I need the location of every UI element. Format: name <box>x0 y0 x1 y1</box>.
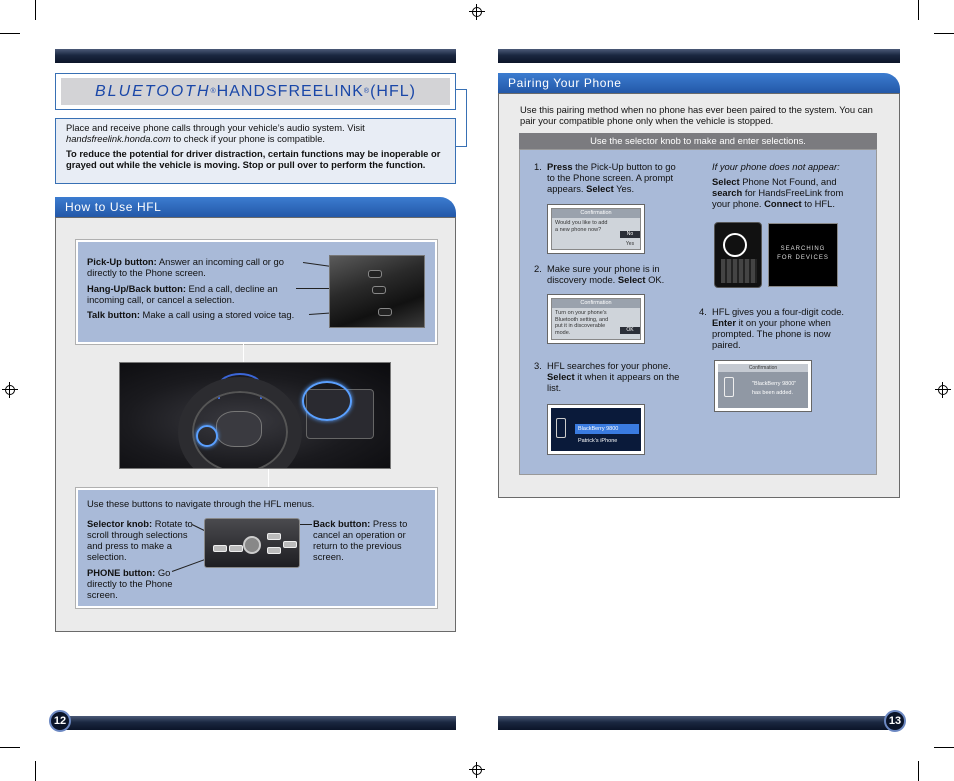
audio-console-photo <box>204 518 300 568</box>
honda-logo-icon <box>216 411 262 447</box>
pairing-intro: Use this pairing method when no phone has ever been paired to the system. You can pair your compatible phone only when the vehicle is stopped. <box>520 104 873 126</box>
no-option[interactable]: No <box>620 231 640 238</box>
ok-option[interactable]: OK <box>620 327 640 334</box>
hangup-button-icon <box>372 286 386 294</box>
steering-wheel-photo <box>329 255 425 328</box>
preset-button-icon <box>283 541 297 548</box>
phone-not-found-text: Select Phone Not Found, and search for HandsFreeLink from your phone. Connect to HFL. <box>712 176 844 209</box>
phone-icon <box>724 377 734 397</box>
step-number: 4. <box>699 306 707 317</box>
crop-mark <box>918 761 919 781</box>
note-title: If your phone does not appear: <box>712 161 840 172</box>
back-callout <box>313 518 421 562</box>
page-number: 12 <box>49 710 71 732</box>
selector-knob-icon <box>243 536 261 554</box>
step-number: 3. <box>534 360 542 371</box>
crop-mark <box>0 33 20 34</box>
title-bluetooth: BLUETOOTH <box>95 82 211 100</box>
hangup-callout <box>87 283 297 305</box>
page-number: 13 <box>884 710 906 732</box>
step-number: 1. <box>534 161 542 172</box>
talk-label: Talk button: <box>87 309 140 320</box>
smartphone-photo <box>714 222 762 288</box>
intro-text: Place and receive phone calls through your vehicle’s audio system. Visit <box>66 122 365 133</box>
intro-box <box>55 118 456 184</box>
how-to-use-tab: How to Use HFL <box>55 197 456 217</box>
pickup-callout <box>87 256 307 278</box>
keyboard-icon <box>721 259 757 283</box>
searching-text: SEARCHING <box>780 246 826 252</box>
back-button-icon <box>267 533 281 540</box>
pairing-tab: Pairing Your Phone <box>498 73 900 93</box>
page-title <box>55 73 456 110</box>
phone-text: Go directly to the Phone screen. <box>87 567 173 600</box>
title-handsfreelink: HANDSFREELINK <box>216 82 364 100</box>
pickup-button-icon <box>368 270 382 278</box>
screen-text: Turn on your phone's Bluetooth setting, and put it in discoverable mode. <box>555 310 609 336</box>
left-footer-bar <box>55 716 456 730</box>
left-header-bar <box>55 49 456 63</box>
hangup-text: End a call, decline an incoming call, or cancel a selection. <box>87 283 278 305</box>
right-header-bar <box>498 49 900 63</box>
device-item[interactable]: BlackBerry 9800 <box>575 424 639 434</box>
phone-not-found-note <box>712 161 862 172</box>
screen-header: Confirmation <box>718 364 808 372</box>
title-reg: ® <box>210 88 217 95</box>
crop-mark <box>918 0 919 20</box>
back-text: Press to cancel an operation or return to the previous screen. <box>313 518 408 562</box>
selector-label: Selector knob: <box>87 518 153 529</box>
selector-instruction: Use the selector knob to make and enter selections. <box>519 133 877 149</box>
highlight-circle <box>302 381 352 421</box>
registration-mark-icon <box>935 382 951 398</box>
intro-warning: To reduce the potential for driver distraction, certain functions may be inoperable or grayed out while the vehicle is moving. Stop or pull over to perform the function. <box>66 148 441 170</box>
discovery-mode-screen <box>547 294 645 344</box>
registration-mark-icon <box>469 4 485 20</box>
title-hfl: (HFL) <box>370 82 416 100</box>
talk-button-icon <box>378 308 392 316</box>
back-label: Back button: <box>313 518 371 529</box>
add-phone-screen <box>547 204 645 254</box>
right-footer-bar <box>498 716 900 730</box>
phone-callout <box>87 567 177 600</box>
selector-callout <box>87 518 195 562</box>
talk-callout <box>87 309 327 320</box>
intro-text: to check if your phone is compatible. <box>170 133 326 144</box>
title-bracket <box>456 89 467 147</box>
crop-mark <box>0 747 20 748</box>
title-reg: ® <box>363 88 371 95</box>
screen-header: Confirmation <box>552 209 640 218</box>
screen-text: has been added. <box>752 390 793 396</box>
crop-mark <box>934 33 954 34</box>
registration-mark-icon <box>2 382 18 398</box>
pickup-text: Answer an incoming call or go directly to the Phone screen. <box>87 256 284 278</box>
yes-option[interactable]: Yes <box>620 241 640 248</box>
registration-mark-icon <box>469 762 485 778</box>
preset-button-icon <box>267 547 281 554</box>
highlight-circle <box>196 425 218 447</box>
crop-mark <box>35 761 36 781</box>
step-number: 2. <box>534 263 542 274</box>
phone-label: PHONE button: <box>87 567 156 578</box>
highlight-circle <box>723 233 747 257</box>
searching-screen <box>768 223 838 287</box>
crop-mark <box>934 747 954 748</box>
selector-text: Rotate to scroll through selections and press to make a selection. <box>87 518 193 562</box>
screen-text: Would you like to add a new phone now? <box>555 220 608 233</box>
phone-icon <box>556 418 566 438</box>
phone-button-icon <box>213 545 227 552</box>
dashboard-photo <box>119 362 391 469</box>
preset-button-icon <box>229 545 243 552</box>
nav-intro: Use these buttons to navigate through the HFL menus. <box>87 498 315 509</box>
device-item[interactable]: Patrick’s iPhone <box>578 438 618 444</box>
pickup-label: Pick-Up button: <box>87 256 157 267</box>
hangup-label: Hang-Up/Back button: <box>87 283 186 294</box>
intro-link[interactable]: handsfreelink.honda.com <box>66 133 171 144</box>
crop-mark <box>35 0 36 20</box>
talk-text: Make a call using a stored voice tag. <box>139 309 295 320</box>
phone-added-screen <box>714 360 812 412</box>
searching-text: FOR DEVICES <box>777 255 829 261</box>
screen-text: "BlackBerry 9800" <box>752 381 797 387</box>
device-list-screen <box>547 404 645 455</box>
screen-header: Confirmation <box>552 299 640 308</box>
